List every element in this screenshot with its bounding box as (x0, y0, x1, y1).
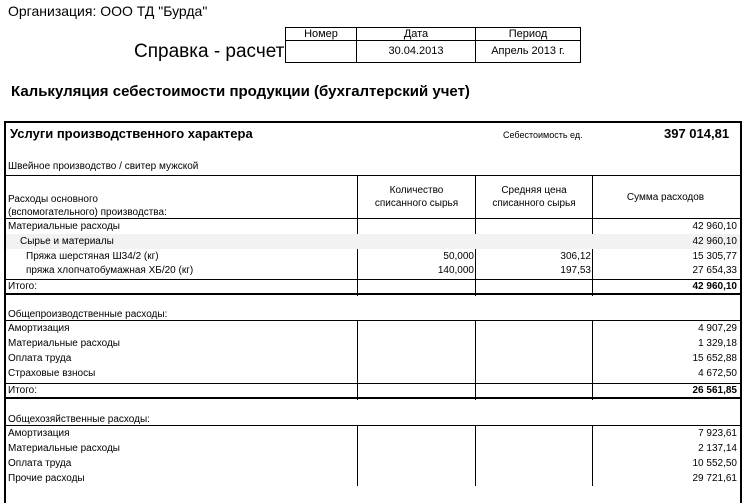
organization-label: Организация: ООО ТД "Бурда" (8, 3, 208, 19)
header-col-period: Период (476, 28, 581, 41)
row-avg-price: 306,12 (560, 251, 591, 262)
row-quantity: 50,000 (443, 251, 474, 262)
unit-cost-label: Себестоимость ед. (503, 130, 583, 140)
table-row (6, 234, 740, 249)
row-amount: 27 654,33 (692, 265, 737, 276)
row-label: Амортизация (8, 428, 70, 439)
row-label: Оплата труда (8, 353, 72, 364)
column-header-line: Количество (389, 185, 444, 196)
unit-cost-value: 397 014,81 (664, 126, 730, 141)
row-amount: 42 960,10 (692, 221, 737, 232)
row-label: пряжа хлопчатобумажная ХБ/20 (кг) (26, 265, 194, 276)
row-amount: 29 721,61 (692, 473, 737, 484)
table-row (6, 249, 740, 264)
table-row (6, 219, 740, 234)
section-title: Общепроизводственные расходы: (8, 309, 168, 320)
header-date-value: 30.04.2013 (357, 41, 476, 63)
row-label: Сырье и материалы (20, 236, 114, 247)
header-period-value: Апрель 2013 г. (476, 41, 581, 63)
table-row (6, 456, 740, 471)
table-row (6, 471, 740, 486)
row-amount: 15 305,77 (692, 251, 737, 262)
total-amount: 26 561,85 (692, 385, 737, 396)
row-label: Материальные расходы (8, 443, 120, 454)
header-col-number: Номер (286, 28, 357, 41)
row-label: Прочие расходы (8, 473, 85, 484)
column-header-total: Сумма расходов (626, 192, 705, 203)
table-row (6, 441, 740, 456)
table-row (6, 351, 740, 366)
row-amount: 10 552,50 (692, 458, 737, 469)
row-amount: 15 652,88 (692, 353, 737, 364)
header-number-value (286, 41, 357, 63)
column-header-line: (вспомогательного) производства: (8, 207, 167, 218)
column-header-expenses (8, 193, 167, 219)
report-heading: Калькуляция себестоимости продукции (бухгалтерский учет) (11, 83, 470, 100)
column-header-avg-price (476, 184, 592, 210)
row-quantity: 140,000 (437, 265, 474, 276)
row-label: Материальные расходы (8, 338, 120, 349)
document-header-table (285, 27, 581, 63)
table-top-line (6, 175, 740, 176)
row-label: Оплата труда (8, 458, 72, 469)
column-header-line: списанного сырья (374, 198, 459, 209)
table-row (6, 366, 740, 381)
table-row (6, 336, 740, 351)
document-title: Справка - расчет (134, 41, 285, 62)
row-label: Материальные расходы (8, 221, 120, 232)
row-label: Амортизация (8, 323, 70, 334)
column-header-quantity (358, 184, 475, 210)
row-amount: 42 960,10 (692, 236, 737, 247)
total-label: Итого: (8, 385, 37, 396)
service-title: Услуги производственного характера (10, 126, 253, 141)
table-row (6, 426, 740, 441)
column-header-line: списанного сырья (492, 198, 576, 209)
row-label: Пряжа шерстяная Ш34/2 (кг) (26, 251, 159, 262)
product-subtitle: Швейное производство / свитер мужской (8, 161, 199, 172)
table-row (6, 263, 740, 278)
total-amount: 42 960,10 (692, 281, 737, 292)
row-amount: 4 672,50 (698, 368, 737, 379)
total-label: Итого: (8, 281, 37, 292)
row-amount: 7 923,61 (698, 428, 737, 439)
column-header-line: Расходы основного (8, 194, 98, 205)
section-title: Общехозяйственные расходы: (8, 414, 150, 425)
table-row (6, 321, 740, 336)
row-amount: 1 329,18 (698, 338, 737, 349)
column-header-line: Средняя цена (501, 185, 567, 196)
total-row (6, 279, 740, 295)
row-amount: 4 907,29 (698, 323, 737, 334)
row-label: Страховые взносы (8, 368, 96, 379)
total-row (6, 383, 740, 399)
row-avg-price: 197,53 (560, 265, 591, 276)
row-amount: 2 137,14 (698, 443, 737, 454)
header-col-date: Дата (357, 28, 476, 41)
